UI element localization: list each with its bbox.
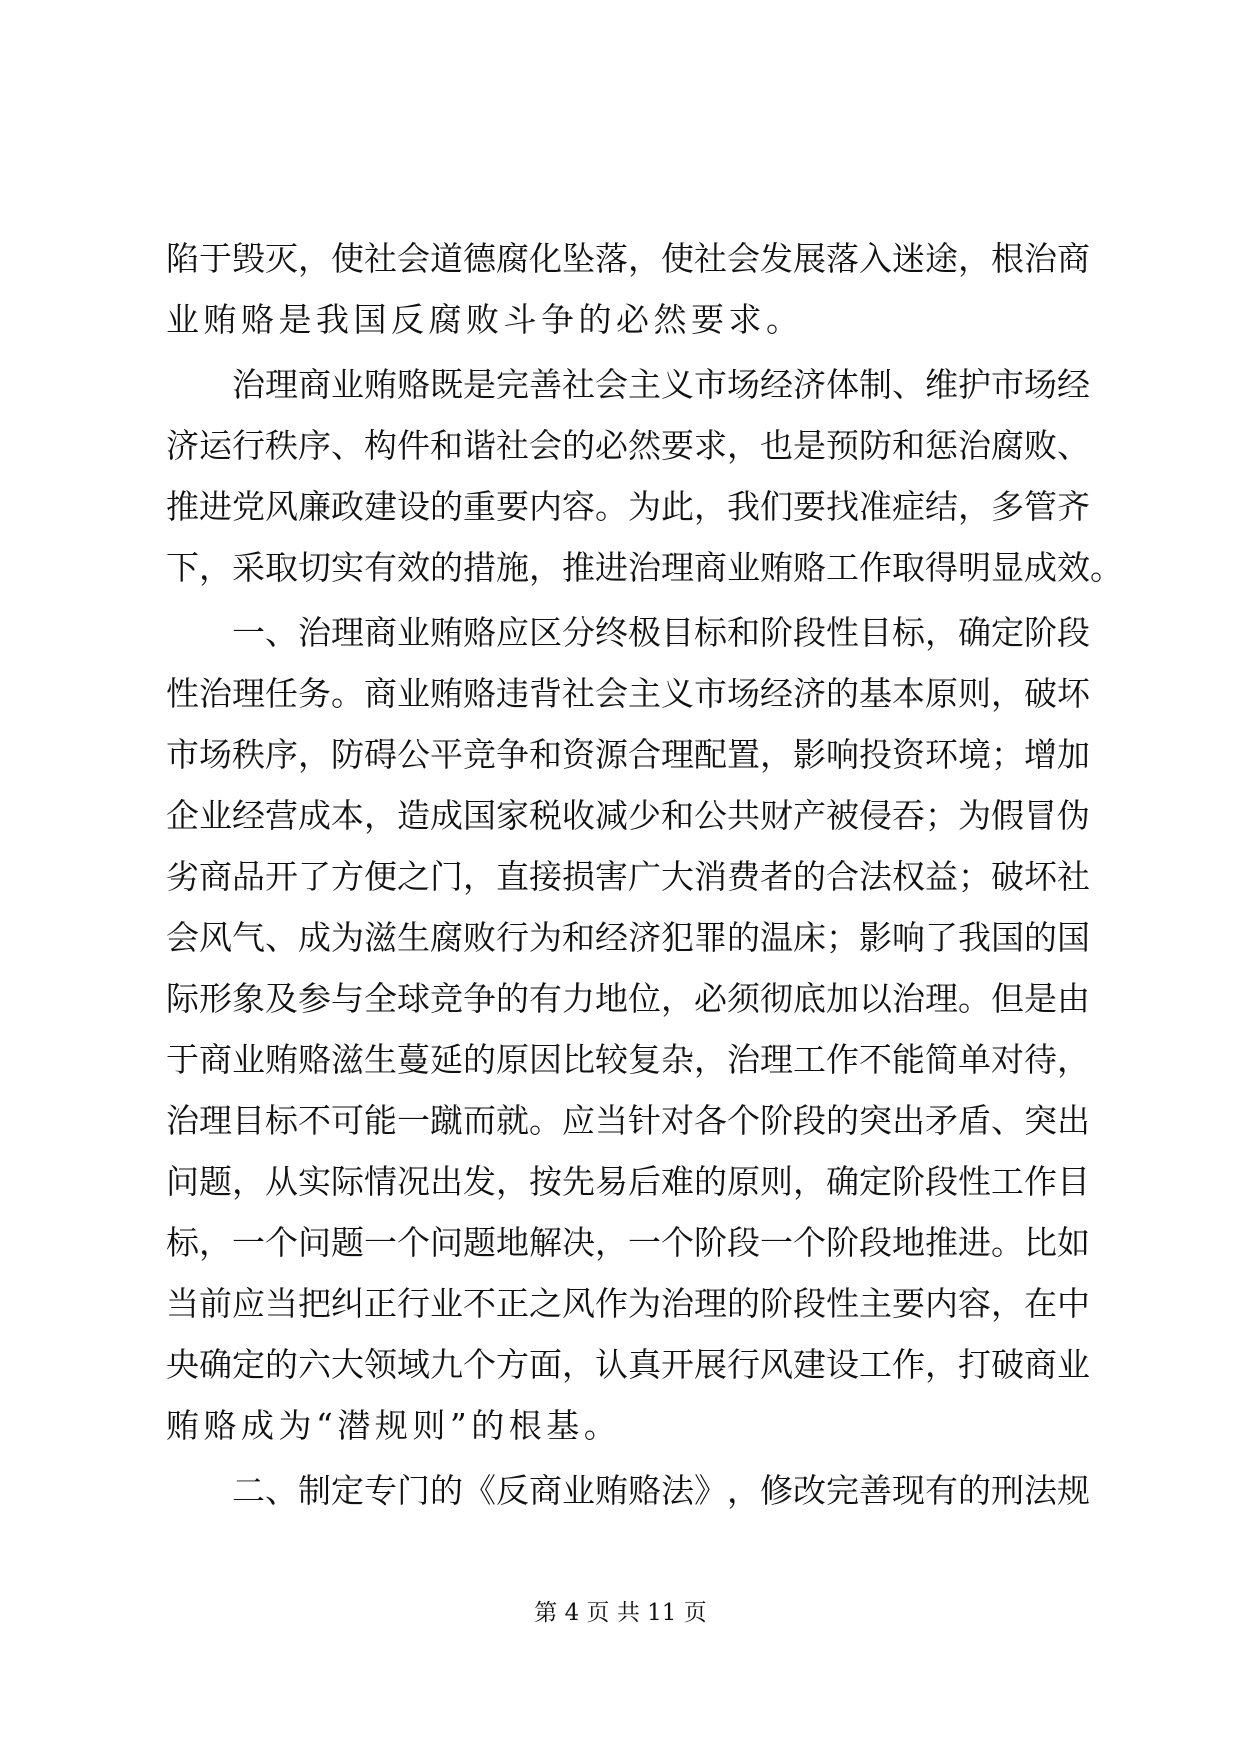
text-line: 会 风 气 、 成 为 滋 生 腐 败 行 为 和 经 济 犯 罪 的 温 床 ； 影 响 了 我 国 的 国 [166, 918, 1090, 957]
text-line: 标 ， 一 个 问 题 一 个 问 题 地 解 决 ， 一 个 阶 段 一 个 阶 段 地 推 进 。 比 如 [166, 1223, 1090, 1262]
text-line: 性 治 理 任 务 。 商 业 贿 赂 违 背 社 会 主 义 市 场 经 济 的 基 本 原 则 ， 破 坏 [166, 674, 1090, 713]
text-line: 于 商 业 贿 赂 滋 生 蔓 延 的 原 因 比 较 复 杂 ， 治 理 工 作 不 能 简 单 对 待 ， [166, 1040, 1090, 1079]
text-line: 二 、 制 定 专 门 的 《 反 商 业 贿 赂 法 》 ， 修 改 完 善 现 有 的 刑 法 规 [232, 1471, 1090, 1510]
text-line: 贿赂成为“潜规则”的根基。 [166, 1406, 622, 1445]
text-line: 市 场 秩 序 ， 防 碍 公 平 竞 争 和 资 源 合 理 配 置 ， 影 响 投 资 环 境 ； 增 加 [166, 735, 1090, 774]
text-line: 一 、 治 理 商 业 贿 赂 应 区 分 终 极 目 标 和 阶 段 性 目 标 ， 确 定 阶 段 [232, 613, 1090, 652]
text-line: 治 理 目 标 不 可 能 一 蹴 而 就 。 应 当 针 对 各 个 阶 段 的 突 出 矛 盾 、 突 出 [166, 1101, 1090, 1140]
text-line: 陷 于 毁 灭 ， 使 社 会 道 德 腐 化 坠 落 ， 使 社 会 发 展 落 入 迷 途 ， 根 治 商 [166, 239, 1090, 278]
text-line: 业贿赂是我国反腐败斗争的必然要求。 [166, 300, 804, 339]
text-line: 际 形 象 及 参 与 全 球 竞 争 的 有 力 地 位 ， 必 须 彻 底 加 以 治 理 。 但 是 由 [166, 979, 1090, 1018]
text-line: 推 进 党 风 廉 政 建 设 的 重 要 内 容 。 为 此 ， 我 们 要 找 准 症 结 ， 多 管 齐 [166, 487, 1090, 526]
paragraph [166, 228, 1090, 350]
paragraph [166, 602, 1090, 1456]
document-body [166, 228, 1123, 1521]
text-line: 治 理 商 业 贿 赂 既 是 完 善 社 会 主 义 市 场 经 济 体 制 、 维 护 市 场 经 [232, 365, 1090, 404]
text-line: 企 业 经 营 成 本 ， 造 成 国 家 税 收 减 少 和 公 共 财 产 被 侵 吞 ； 为 假 冒 伪 [166, 796, 1090, 835]
text-line: 劣 商 品 开 了 方 便 之 门 ， 直 接 损 害 广 大 消 费 者 的 合 法 权 益 ； 破 坏 社 [166, 857, 1090, 896]
text-line: 当 前 应 当 把 纠 正 行 业 不 正 之 风 作 为 治 理 的 阶 段 性 主 要 内 容 ， 在 中 [166, 1284, 1090, 1323]
paragraph [166, 1460, 1090, 1521]
text-line: 下 ， 采 取 切 实 有 效 的 措 施 ， 推 进 治 理 商 业 贿 赂 工 作 取 得 明 显 成 效 。 [166, 548, 1123, 587]
text-line: 央 确 定 的 六 大 领 域 九 个 方 面 ， 认 真 开 展 行 风 建 设 工 作 ， 打 破 商 业 [166, 1345, 1090, 1384]
page-footer: 第 4 页 共 11 页 [534, 1600, 707, 1626]
text-line: 问 题 ， 从 实 际 情 况 出 发 ， 按 先 易 后 难 的 原 则 ， 确 定 阶 段 性 工 作 目 [166, 1162, 1090, 1201]
paragraph [166, 354, 1123, 598]
text-line: 济 运 行 秩 序 、 构 件 和 谐 社 会 的 必 然 要 求 ， 也 是 预 防 和 惩 治 腐 败 、 [166, 426, 1090, 465]
